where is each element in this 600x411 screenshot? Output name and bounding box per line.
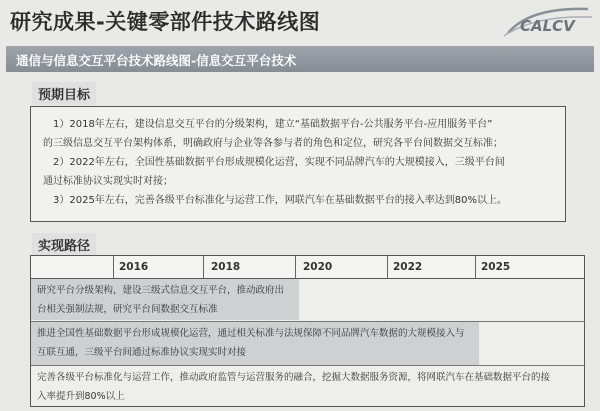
row-line: 台相关强制法规，研究平台间数据交互标准 xyxy=(37,304,218,315)
year-divider xyxy=(113,256,114,278)
year-divider xyxy=(387,256,388,278)
calcv-logo xyxy=(500,3,595,39)
timeline-header xyxy=(30,255,585,279)
goal-line: 通过标准协议实现实时对接； xyxy=(43,176,173,187)
row-line: 完善各级平台标准化与运营工作，推动政府监管与运营服务的融合，挖掘大数据服务资源，将网联汽车在基础数据平台的接 xyxy=(37,372,551,383)
year-label: 2020 xyxy=(303,261,333,273)
goal-line: 2）2022年左右，全国性基础数据平台形成规模化运营，实现不同品牌汽车的大规模接入，三级平台间 xyxy=(53,157,505,168)
row-line: 推进全国性基础数据平台形成规模化运营，通过相关标准与法规保障不同品牌汽车数据的大规模接入与 xyxy=(37,328,465,339)
goal-line: 的三级信息交互平台架构体系，明确政府与企业等各参与者的角色和定位，研究各平台间数据交互标准； xyxy=(43,138,503,149)
section-title-bar: 通信与信息交互平台技术路线图-信息交互平台技术 xyxy=(6,46,594,72)
roadmap-rows xyxy=(30,279,585,407)
page-header xyxy=(0,0,600,44)
goals-heading: 预期目标 xyxy=(32,82,96,105)
year-label: 2016 xyxy=(119,261,149,273)
goal-line: 3）2025年左右，完善各级平台标准化与运营工作，网联汽车在基础数据平台的接入率达到80%以上。 xyxy=(53,195,508,206)
year-label: 2025 xyxy=(481,261,511,273)
roadmap-row xyxy=(31,365,585,406)
year-divider xyxy=(295,256,296,278)
row-line: 入率提升到80%以上 xyxy=(37,391,125,402)
roadmap-row xyxy=(31,321,585,365)
row-line: 互联互通，三级平台间通过标准协议实现实时对接 xyxy=(37,347,247,358)
year-divider xyxy=(475,256,476,278)
goal-line: 1）2018年左右，建设信息交互平台的分级架构，建立“基础数据平台-公共服务平台-应用服务平台” xyxy=(53,119,493,130)
calcv-logo-icon xyxy=(500,3,595,39)
page-title: 研究成果-关键零部件技术路线图 xyxy=(10,10,321,34)
goals-box xyxy=(30,106,566,222)
roadmap-row xyxy=(31,279,585,321)
svg-text:CALCV: CALCV xyxy=(520,17,575,35)
year-label: 2022 xyxy=(393,261,423,273)
year-divider xyxy=(203,256,204,278)
year-label: 2018 xyxy=(211,261,241,273)
path-heading: 实现路径 xyxy=(32,233,96,256)
row-line: 研究平台分级架构，建设三级式信息交互平台，推动政府出 xyxy=(37,285,285,296)
